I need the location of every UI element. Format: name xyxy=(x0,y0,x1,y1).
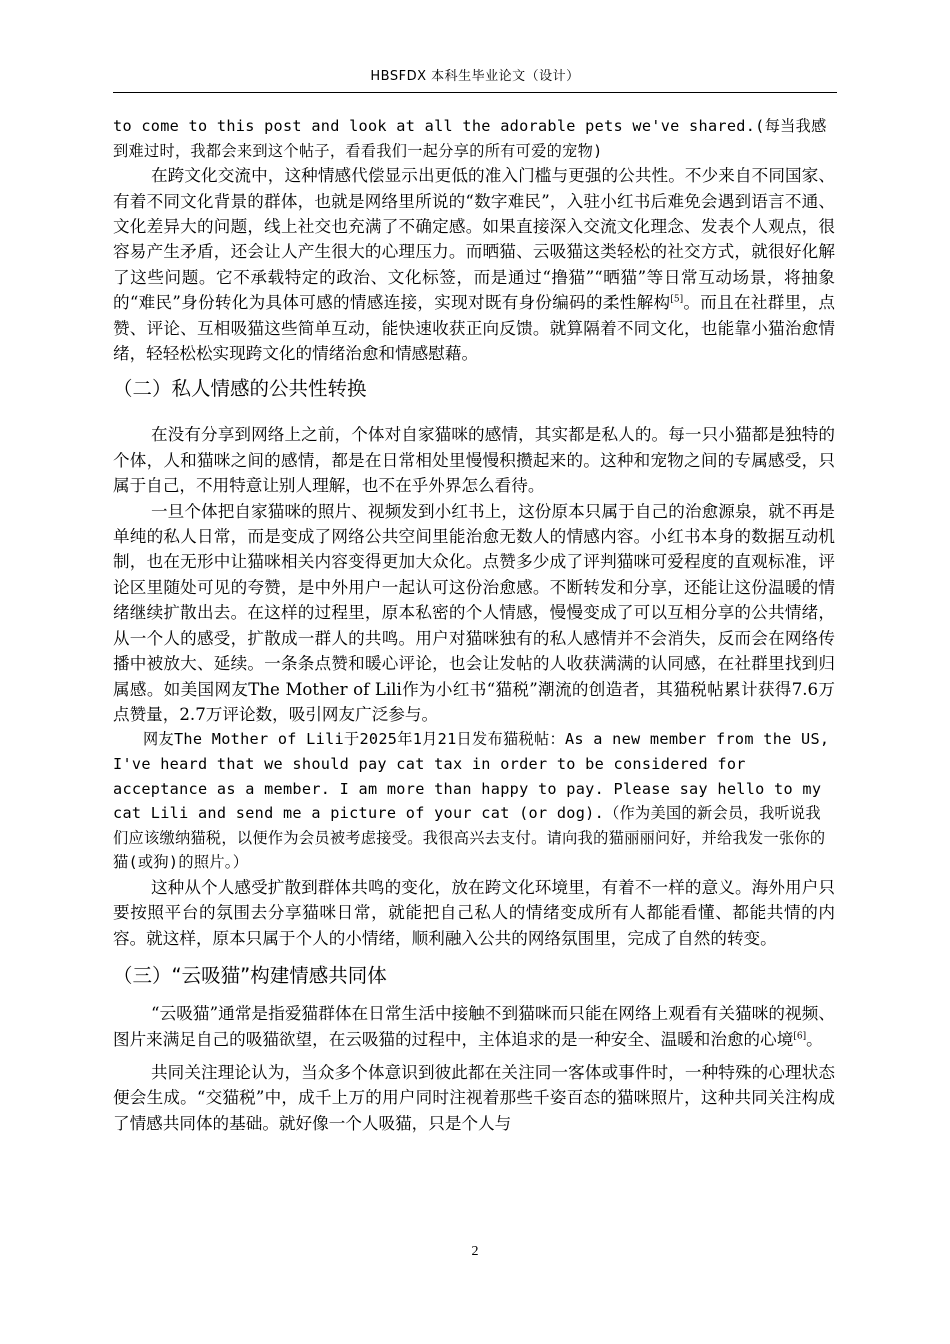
header-title: HBSFDX 本科生毕业论文（设计） xyxy=(370,69,580,84)
section-heading-2: （二）私人情感的公共性转换 xyxy=(113,377,367,401)
quote-cat-tax-post: 网友The Mother of Lili于2025年1月21日发布猫税帖：As a new member from the US, I've heard that we should pay cat tax in order to be considered for acceptance as a member. I am more than happy to pay. Please say hello to my cat Lili and send me a picture of your cat (or dog).（作为美国的新会员，我听说我们应该缴纳猫税，以便作为会员被考虑接受。我很高兴去支付。请向我的猫丽丽问好，并给我发一张你的猫(或狗)的照片。） xyxy=(113,730,830,872)
section-heading-3: （三）“云吸猫”构建情感共同体 xyxy=(113,964,387,988)
paragraph-public-transform: 一旦个体把自家猫咪的照片、视频发到小红书上，这份原本只属于自己的治愈源泉，就不再是单纯的私人日常，而是变成了网络公共空间里能治愈无数人的情感内容。小红书本身的数据互动机制，也在无形中让猫咪相关内容变得更加大众化。点赞多少成了评判猫咪可爱程度的直观标准，评论区里随处可见的夸赞，是中外用户一起认可这份治愈感。不断转发和分享，还能让这份温暖的情绪继续扩散出去。在这样的过程里，原本私密的个人情感，慢慢变成了可以互相分享的公共情绪，从一个人的感受，扩散成一群人的共鸣。用户对猫咪独有的私人感情并不会消失，反而会在网络传播中被放大、延续。一条条点赞和暖心评论，也会让发帖的人收获满满的认同感，在社群里找到归属感。如美国网友The Mother of Lili作为小红书“猫税”潮流的创造者，其猫税帖累计获得7.6万点赞量，2.7万评论数，吸引网友广泛参与。 xyxy=(113,501,835,724)
quote-continuation: to come to this post and look at all the adorable pets we've shared.(每当我感到难过时，我都会来到这个帖子，看看我们一起分享的所有可爱的宠物) xyxy=(113,117,827,160)
page-number: 2 xyxy=(471,1244,479,1259)
paragraph-joint-attention: 共同关注理论认为，当众多个体意识到彼此都在关注同一客体或事件时，一种特殊的心理状态便会生成。“交猫税”中，成千上万的用户同时注视着那些千姿百态的猫咪照片，这种共同关注构成了情感共同体的基础。就好像一个人吸猫，只是个人与 xyxy=(113,1062,835,1133)
paragraph-cloud-cat: “云吸猫”通常是指爱猫群体在日常生活中接触不到猫咪而只能在网络上观看有关猫咪的视频、图片来满足自己的吸猫欲望，在云吸猫的过程中，主体追求的是一种安全、温暖和治愈的心境[6]。 xyxy=(113,1004,835,1049)
paragraph-private-emotion: 在没有分享到网络上之前，个体对自家猫咪的感情，其实都是私人的。每一只小猫都是独特的个体，人和猫咪之间的感情，都是在日常相处里慢慢积攒起来的。这种和宠物之间的专属感受，只属于自己，不用特意让别人理解，也不在乎外界怎么看待。 xyxy=(113,425,835,496)
page-content xyxy=(113,114,835,1136)
citation-6: [6] xyxy=(793,1030,807,1041)
citation-5: [5] xyxy=(670,294,684,305)
paragraph-cross-cultural: 在跨文化交流中，这种情感代偿显示出更低的准入门槛与更强的公共性。不少来自不同国家、有着不同文化背景的群体，也就是网络里所说的“数字难民”，入驻小红书后难免会遇到语言不通、文化差异大的问题，线上社交也充满了不确定感。如果直接深入交流文化理念、发表个人观点，很容易产生矛盾，还会让人产生很大的心理压力。而晒猫、云吸猫这类轻松的社交方式，就很好化解了这些问题。它不承载特定的政治、文化标签，而是通过“撸猫”“晒猫”等日常互动场景，将抽象的“难民”身份转化为具体可感的情感连接，实现对既有身份编码的柔性解构[5]。而且在社群里，点赞、评论、互相吸猫这些简单互动，能快速收获正向反馈。就算隔着不同文化，也能靠小猫治愈情绪，轻轻松松实现跨文化的情绪治愈和情感慰藉。 xyxy=(113,166,835,364)
page-header xyxy=(113,66,837,93)
paragraph-resonance: 这种从个人感受扩散到群体共鸣的变化，放在跨文化环境里，有着不一样的意义。海外用户只要按照平台的氛围去分享猫咪日常，就能把自己私人的情绪变成所有人都能看懂、都能共情的内容。就这样，原本只属于个人的小情绪，顺利融入公共的网络氛围里，完成了自然的转变。 xyxy=(113,877,835,948)
